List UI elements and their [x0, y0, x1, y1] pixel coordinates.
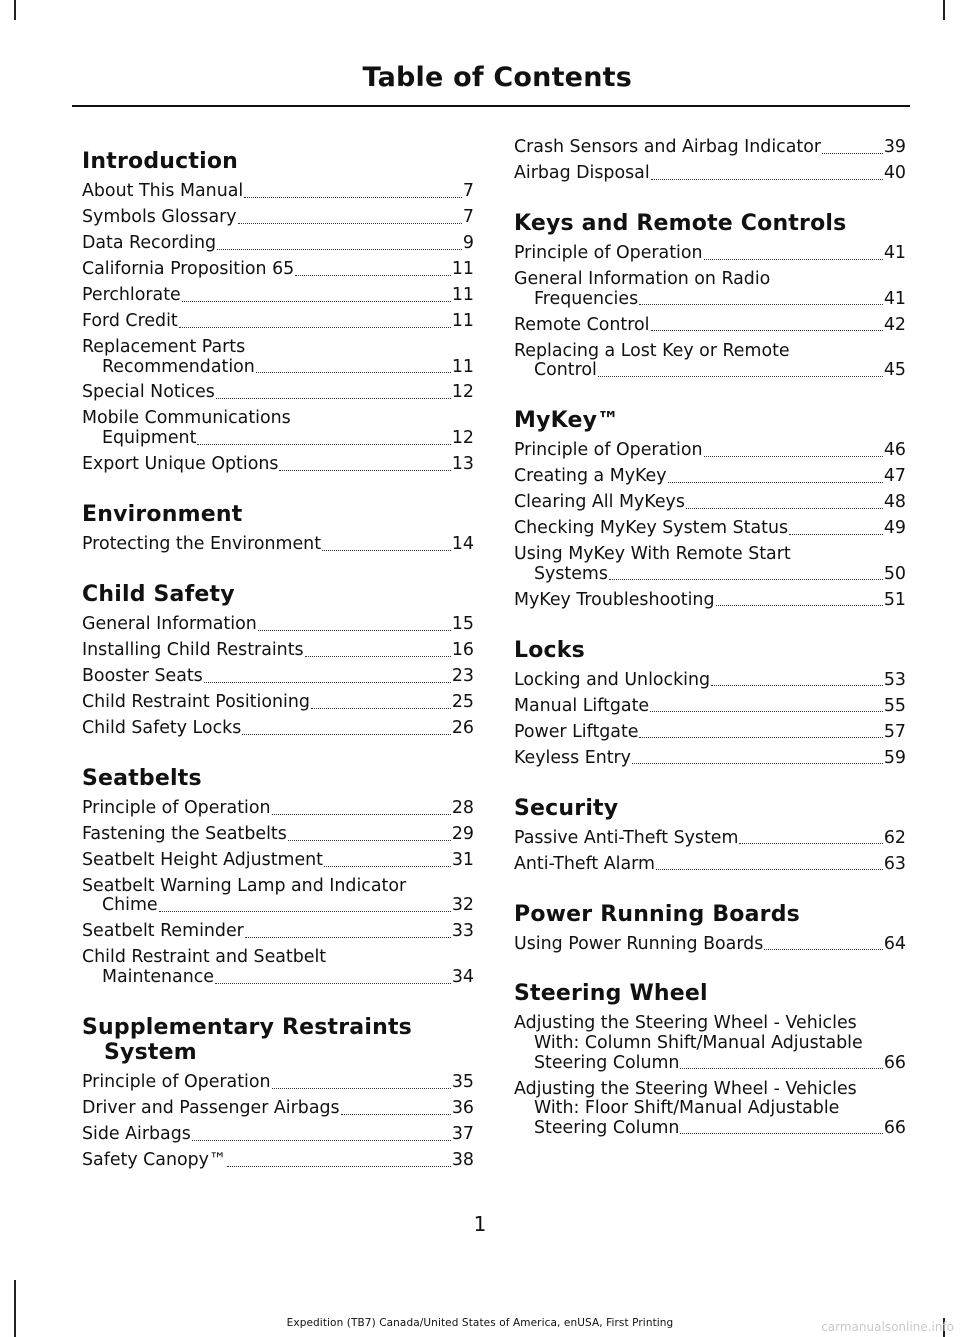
leader-dots [192, 1140, 451, 1141]
toc-entry-general-information-on-radio[interactable] [514, 270, 906, 309]
leader-dots [311, 708, 451, 709]
toc-entry-page-number: 35 [451, 1072, 474, 1093]
leader-dots [739, 843, 882, 844]
leader-dots [764, 949, 883, 950]
toc-entry-child-restraint-and-seatbelt[interactable] [82, 948, 474, 987]
leader-dots [179, 327, 451, 328]
toc-entry-page-number: 40 [883, 162, 906, 183]
toc-entry-export-unique-options[interactable] [82, 455, 474, 475]
leader-dots [322, 550, 451, 551]
leader-dots [822, 153, 883, 154]
toc-entry-label: Ford Credit [82, 310, 178, 331]
toc-entry-label: Data Recording [82, 232, 217, 253]
leader-dots [242, 734, 451, 735]
leader-dots [272, 1088, 451, 1089]
leader-dots [279, 470, 450, 471]
toc-entry-label: Principle of Operation [82, 1072, 271, 1093]
toc-entry-side-airbags[interactable] [82, 1125, 474, 1145]
toc-entry-label: Creating a MyKey [514, 466, 667, 487]
section-heading-text: Power Running Boards [514, 901, 800, 927]
toc-entry-page-number: 48 [883, 492, 906, 513]
toc-left-column [82, 138, 474, 1177]
toc-entry-page-number: 7 [462, 206, 474, 227]
toc-entry-adjusting-the-steering-wheel-vehicles[interactable] [514, 1014, 906, 1073]
section-heading-keys-and-remote-controls [514, 211, 906, 236]
leader-dots [238, 223, 462, 224]
toc-entry-label: Child Restraint and Seatbelt [82, 947, 327, 968]
toc-entry-locking-and-unlocking[interactable] [514, 671, 906, 691]
toc-entry-label: About This Manual [82, 181, 244, 201]
toc-entry-booster-seats[interactable] [82, 667, 474, 687]
toc-entry-label: Remote Control [514, 314, 650, 335]
footer-text: Expedition (TB7) Canada/United States of America, enUSA, First Printing [286, 1317, 674, 1329]
toc-right-column [514, 138, 906, 1145]
section-gap [82, 561, 474, 571]
toc-entry-page-number: 16 [451, 640, 474, 660]
toc-entry-safety-canopy[interactable] [82, 1151, 474, 1171]
toc-entry-page-number: 59 [883, 747, 906, 768]
section-heading-power-running-boards [514, 902, 906, 927]
toc-entry-page-number: 46 [883, 440, 906, 461]
leader-dots [639, 737, 882, 738]
toc-entry-page-number: 7 [462, 181, 474, 201]
section-heading-text: Locks [514, 637, 585, 663]
toc-entry-label-continued: With: Floor Shift/Manual Adjustable [534, 1098, 840, 1119]
section-heading-locks [514, 638, 906, 663]
toc-entry-page-number: 33 [451, 921, 474, 942]
toc-entry-manual-liftgate[interactable] [514, 697, 906, 717]
leader-dots [704, 456, 883, 457]
toc-entry-seatbelt-height-adjustment[interactable] [82, 851, 474, 871]
toc-entry-seatbelt-warning-lamp-and-indicator[interactable] [82, 877, 474, 916]
leader-dots [680, 1068, 882, 1069]
toc-entry-page-number: 41 [883, 242, 906, 263]
toc-entry-page-number: 12 [451, 428, 474, 449]
toc-entry-adjusting-the-steering-wheel-vehicles[interactable] [514, 1080, 906, 1139]
leader-dots [324, 866, 451, 867]
toc-entry-label: Booster Seats [82, 665, 203, 686]
toc-entry-using-power-running-boards[interactable] [514, 935, 906, 955]
toc-entry-label: Principle of Operation [82, 797, 271, 818]
toc-entry-clearing-all-mykeys[interactable] [514, 493, 906, 513]
toc-entry-page-number: 55 [883, 695, 906, 716]
leader-dots [288, 840, 451, 841]
page-title: Table of Contents [362, 62, 632, 93]
toc-entry-principle-of-operation[interactable] [82, 799, 474, 819]
toc-entry-page-number: 28 [451, 797, 474, 818]
toc-entry-using-mykey-with-remote-start[interactable] [514, 545, 906, 584]
toc-entry-california-proposition-65[interactable] [82, 260, 474, 280]
section-gap [514, 387, 906, 397]
leader-dots [639, 304, 883, 305]
toc-entry-page-number: 57 [883, 721, 906, 742]
toc-entry-perchlorate[interactable] [82, 286, 474, 306]
section-gap [514, 775, 906, 785]
toc-entry-page-number: 36 [451, 1098, 474, 1119]
toc-entry-label: Replacing a Lost Key or Remote [514, 340, 790, 361]
toc-entry-page-number: 37 [451, 1124, 474, 1144]
leader-dots [341, 1114, 451, 1115]
toc-entry-label: Adjusting the Steering Wheel - Vehicles [514, 1013, 857, 1034]
toc-entry-page-number: 11 [451, 310, 474, 331]
leader-dots [217, 249, 462, 250]
section-heading-text: Keys and Remote Controls [514, 210, 847, 236]
leader-dots [598, 376, 883, 377]
toc-entry-page-number: 39 [883, 137, 906, 157]
toc-entry-page-number: 11 [451, 258, 474, 279]
leader-dots [182, 301, 451, 302]
toc-entry-page-number: 11 [451, 356, 474, 377]
toc-entry-replacing-a-lost-key-or-remote[interactable] [514, 342, 906, 381]
toc-entry-page-number: 15 [451, 614, 474, 635]
section-heading-text: MyKey™ [514, 408, 620, 434]
section-heading-seatbelts [82, 766, 474, 791]
toc-entry-installing-child-restraints[interactable] [82, 641, 474, 661]
toc-entry-page-number: 26 [451, 717, 474, 738]
toc-entry-label-continued: With: Column Shift/Manual Adjustable [534, 1033, 863, 1054]
toc-entry-special-notices[interactable] [82, 383, 474, 403]
toc-entry-label: Mobile Communications [82, 408, 291, 429]
leader-dots [609, 579, 883, 580]
leader-dots [632, 763, 883, 764]
toc-entry-label: Safety Canopy™ [82, 1149, 227, 1170]
toc-entry-page-number: 9 [462, 232, 474, 253]
section-gap [82, 745, 474, 755]
crop-mark-top-left [14, 0, 16, 20]
leader-dots [244, 197, 462, 198]
toc-entry-label: Principle of Operation [514, 242, 703, 263]
toc-entry-page-number: 50 [883, 563, 906, 584]
toc-entry-data-recording[interactable] [82, 234, 474, 254]
toc-entry-label-continued: Steering Column [534, 1117, 680, 1138]
leader-dots [216, 398, 451, 399]
section-heading-text: Child Safety [82, 582, 235, 608]
toc-entry-page-number: 25 [451, 691, 474, 712]
toc-entry-page-number: 51 [883, 589, 906, 610]
section-heading-text: Steering Wheel [514, 981, 708, 1007]
toc-entry-label: Seatbelt Height Adjustment [82, 849, 323, 870]
toc-entry-driver-and-passenger-airbags[interactable] [82, 1099, 474, 1119]
toc-entry-crash-sensors-and-airbag-indicator[interactable] [514, 138, 906, 158]
toc-entry-label: Side Airbags [82, 1124, 191, 1144]
toc-entry-page-number: 64 [883, 933, 906, 954]
toc-entry-remote-control[interactable] [514, 316, 906, 336]
toc-entry-label: Child Safety Locks [82, 717, 242, 738]
toc-entry-label: Seatbelt Reminder [82, 921, 244, 942]
toc-entry-page-number: 66 [883, 1117, 906, 1138]
leader-dots [680, 1133, 882, 1134]
toc-entry-mobile-communications[interactable] [82, 409, 474, 448]
toc-entry-page-number: 47 [883, 466, 906, 487]
toc-entry-mykey-troubleshooting[interactable] [514, 591, 906, 611]
toc-entry-label: Protecting the Environment [82, 534, 322, 555]
toc-entry-label: Passive Anti-Theft System [514, 827, 739, 848]
leader-dots [656, 869, 883, 870]
leader-dots [197, 444, 450, 445]
toc-entry-ford-credit[interactable] [82, 312, 474, 332]
toc-entry-label: Child Restraint Positioning [82, 691, 310, 712]
toc-entry-page-number: 49 [883, 518, 906, 539]
section-heading-child-safety [82, 582, 474, 607]
toc-entry-label: Manual Liftgate [514, 695, 650, 716]
section-gap [514, 881, 906, 891]
toc-entry-label: MyKey Troubleshooting [514, 589, 715, 610]
leader-dots [651, 330, 883, 331]
toc-entry-passive-anti-theft-system[interactable] [514, 829, 906, 849]
toc-entry-label: Seatbelt Warning Lamp and Indicator [82, 875, 407, 896]
toc-entry-label: Perchlorate [82, 284, 181, 305]
toc-entry-about-this-manual[interactable] [82, 182, 474, 202]
toc-entry-fastening-the-seatbelts[interactable] [82, 825, 474, 845]
leader-dots [215, 983, 451, 984]
toc-entry-page-number: 41 [883, 288, 906, 309]
toc-entry-seatbelt-reminder[interactable] [82, 922, 474, 942]
toc-entry-page-number: 13 [451, 454, 474, 475]
toc-entry-checking-mykey-system-status[interactable] [514, 519, 906, 539]
toc-entry-page-number: 29 [451, 823, 474, 844]
toc-entry-page-number: 45 [883, 360, 906, 381]
header-divider [72, 105, 910, 107]
toc-entry-label: Special Notices [82, 382, 215, 403]
toc-entry-label-continued: Recommendation [102, 356, 255, 377]
toc-entry-power-liftgate[interactable] [514, 723, 906, 743]
toc-entry-replacement-parts[interactable] [82, 338, 474, 377]
toc-entry-principle-of-operation[interactable] [514, 441, 906, 461]
toc-entry-page-number: 38 [451, 1149, 474, 1170]
toc-entry-label-continued: Systems [534, 563, 608, 584]
leader-dots [258, 630, 451, 631]
watermark: carmanualsonline.info [821, 1320, 954, 1334]
toc-entry-label: Using MyKey With Remote Start [514, 544, 791, 565]
leader-dots [711, 685, 883, 686]
toc-entry-label: Airbag Disposal [514, 162, 650, 183]
leader-dots [305, 656, 451, 657]
toc-entry-page-number: 66 [883, 1052, 906, 1073]
crop-mark-top-right [943, 0, 945, 20]
toc-entry-child-safety-locks[interactable] [82, 719, 474, 739]
leader-dots [716, 605, 883, 606]
toc-entry-label: Power Liftgate [514, 721, 639, 742]
toc-entry-page-number: 11 [451, 284, 474, 305]
section-heading-text: Supplementary Restraints [82, 1015, 412, 1041]
toc-entry-label: Clearing All MyKeys [514, 492, 685, 513]
toc-entry-label: Adjusting the Steering Wheel - Vehicles [514, 1078, 857, 1099]
toc-entry-page-number: 62 [883, 827, 906, 848]
section-heading-supplementary-restraints [82, 1015, 474, 1065]
leader-dots [227, 1166, 451, 1167]
toc-entry-symbols-glossary[interactable] [82, 208, 474, 228]
toc-entry-label-continued: Control [534, 360, 597, 381]
toc-entry-creating-a-mykey[interactable] [514, 467, 906, 487]
section-heading-text: Seatbelts [82, 765, 202, 791]
toc-entry-label: Locking and Unlocking [514, 669, 711, 690]
leader-dots [159, 911, 451, 912]
toc-entry-page-number: 14 [451, 534, 474, 555]
section-gap [82, 481, 474, 491]
leader-dots [704, 259, 883, 260]
toc-entry-page-number: 23 [451, 665, 474, 686]
toc-entry-general-information[interactable] [82, 615, 474, 635]
toc-entry-page-number: 53 [883, 669, 906, 690]
toc-entry-label-continued: Equipment [102, 428, 197, 449]
leader-dots [668, 482, 883, 483]
leader-dots [651, 179, 883, 180]
toc-entry-label: Keyless Entry [514, 747, 631, 768]
leader-dots [272, 814, 451, 815]
toc-entry-anti-theft-alarm[interactable] [514, 855, 906, 875]
toc-entry-label-continued: Frequencies [534, 288, 639, 309]
section-heading-text: Environment [82, 502, 243, 528]
section-heading-continuation: System [104, 1040, 197, 1066]
toc-entry-label: Crash Sensors and Airbag Indicator [514, 137, 821, 157]
toc-entry-label: Installing Child Restraints [82, 640, 304, 660]
toc-entry-page-number: 12 [451, 382, 474, 403]
section-gap [82, 994, 474, 1004]
toc-entry-protecting-the-environment[interactable] [82, 535, 474, 555]
leader-dots [295, 275, 451, 276]
toc-entry-label: Checking MyKey System Status [514, 518, 789, 539]
section-heading-introduction [82, 149, 474, 174]
section-heading-environment [82, 502, 474, 527]
toc-entry-label: Using Power Running Boards [514, 933, 764, 954]
toc-entry-label: Symbols Glossary [82, 206, 237, 227]
section-heading-mykey [514, 408, 906, 433]
leader-dots [204, 682, 451, 683]
toc-entry-label: Driver and Passenger Airbags [82, 1098, 340, 1119]
leader-dots [650, 711, 883, 712]
leader-dots [686, 508, 883, 509]
leader-dots [789, 534, 883, 535]
section-heading-security [514, 796, 906, 821]
section-heading-text: Security [514, 795, 619, 821]
toc-entry-page-number: 34 [451, 967, 474, 988]
section-gap [514, 617, 906, 627]
toc-entry-label: Export Unique Options [82, 454, 279, 475]
toc-entry-label: Fastening the Seatbelts [82, 823, 287, 844]
leader-dots [256, 372, 451, 373]
toc-entry-label-continued: Steering Column [534, 1052, 680, 1073]
toc-entry-label-continued: Maintenance [102, 967, 214, 988]
section-heading-text: Introduction [82, 149, 239, 174]
toc-entry-label: Replacement Parts [82, 336, 246, 357]
toc-entry-page-number: 42 [883, 314, 906, 335]
toc-entry-label: Principle of Operation [514, 440, 703, 461]
toc-entry-page-number: 31 [451, 849, 474, 870]
toc-entry-label-continued: Chime [102, 895, 158, 916]
leader-dots [245, 937, 451, 938]
section-gap [514, 190, 906, 200]
toc-entry-label: General Information [82, 614, 257, 635]
toc-entry-principle-of-operation[interactable] [514, 244, 906, 264]
toc-entry-principle-of-operation[interactable] [82, 1073, 474, 1093]
toc-entry-label: California Proposition 65 [82, 258, 295, 279]
toc-entry-keyless-entry[interactable] [514, 749, 906, 769]
toc-entry-child-restraint-positioning[interactable] [82, 693, 474, 713]
toc-entry-page-number: 63 [883, 853, 906, 874]
toc-entry-airbag-disposal[interactable] [514, 164, 906, 184]
toc-entry-label: Anti-Theft Alarm [514, 853, 655, 874]
section-heading-steering-wheel [514, 981, 906, 1006]
section-gap [514, 960, 906, 970]
toc-entry-label: General Information on Radio [514, 268, 771, 289]
toc-entry-page-number: 32 [451, 895, 474, 916]
page-number: 1 [473, 1212, 487, 1236]
